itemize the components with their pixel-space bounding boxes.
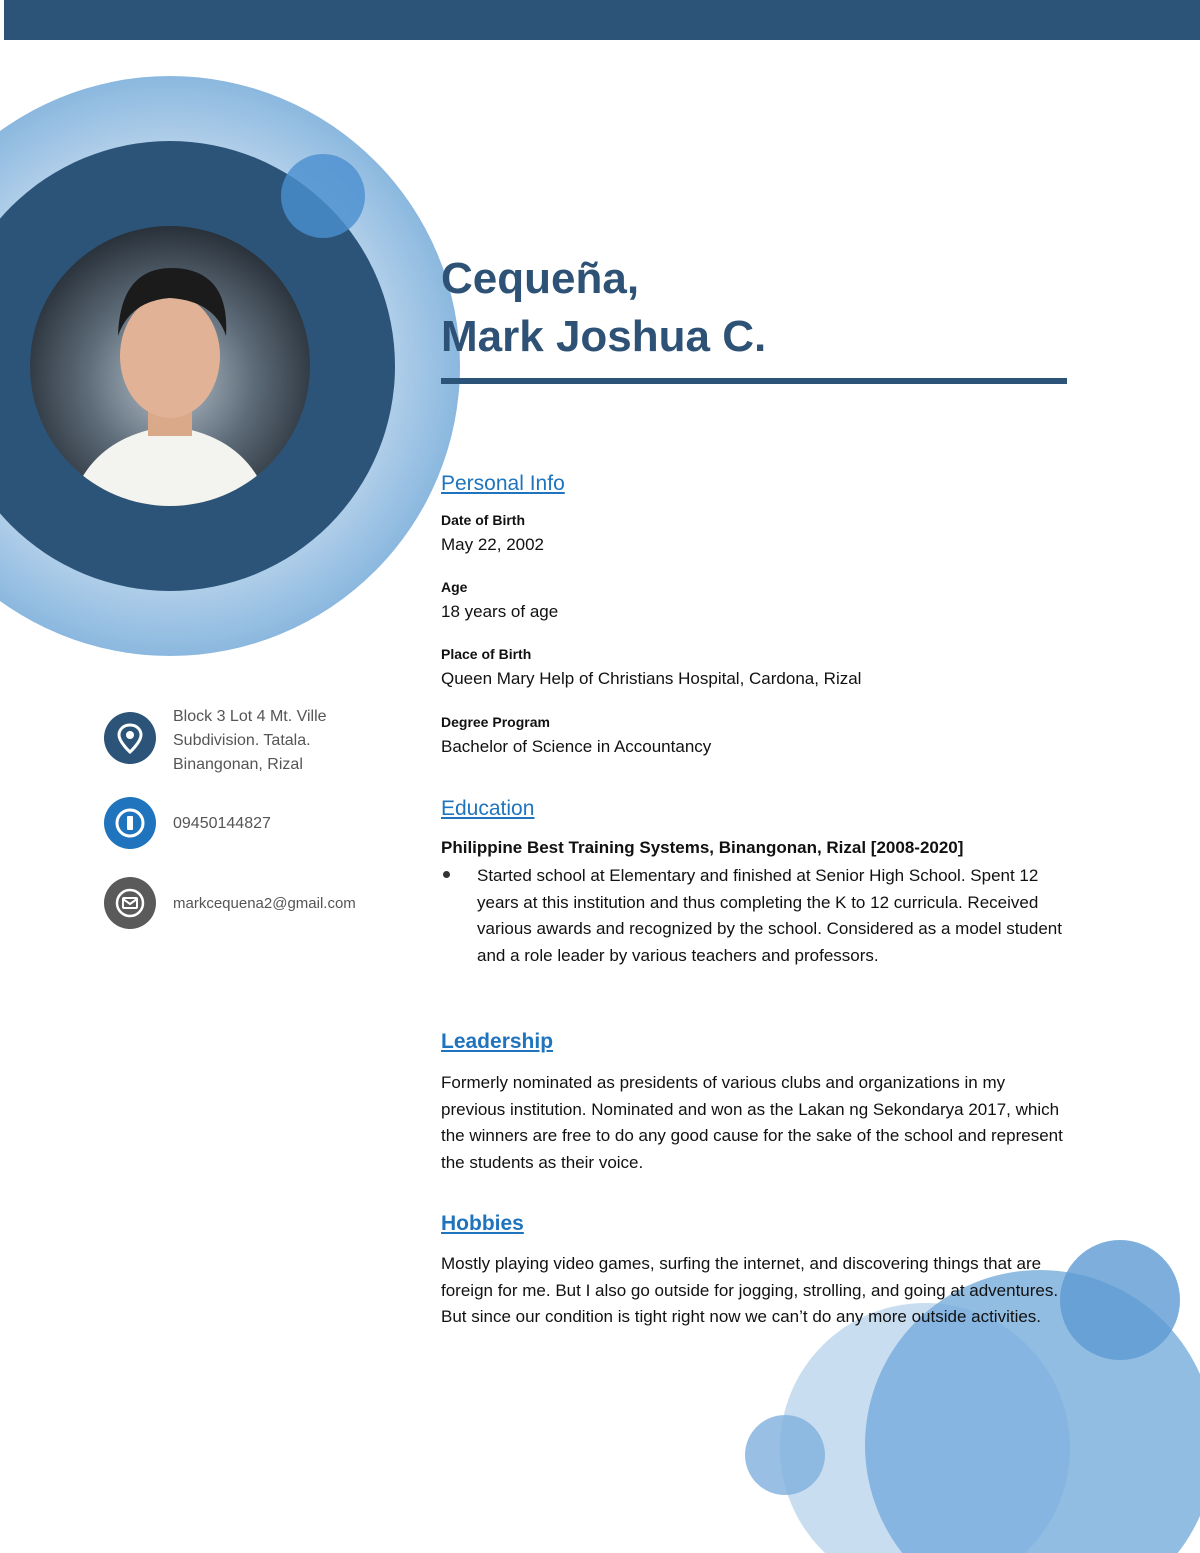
degree-label: Degree Program — [441, 714, 550, 730]
hobbies-text: Mostly playing video games, surfing the internet, and discovering things that are foreign for me. But I also go outside for jogging, strolling, and going at adventures. But since our condition is tight right now we can’t do any more outside activities. — [441, 1254, 1059, 1326]
address — [173, 705, 327, 777]
hobbies-heading: Hobbies — [441, 1212, 524, 1235]
school-name: Philippine Best Training Systems, Binangonan, Rizal [2008-2020] — [441, 838, 964, 857]
education-heading: Education — [441, 797, 535, 820]
deco-br-circle-3 — [1060, 1240, 1180, 1360]
candidate-name — [441, 250, 766, 366]
phone-icon — [104, 797, 156, 849]
location-pin-icon — [104, 712, 156, 764]
address-line-2: Subdivision. Tatala. — [173, 732, 311, 749]
personal-info-heading: Personal Info — [441, 472, 565, 495]
leadership-heading: Leadership — [441, 1030, 554, 1053]
name-divider — [441, 378, 1067, 384]
degree-value: Bachelor of Science in Accountancy — [441, 737, 712, 756]
last-name: Cequeña, — [441, 254, 640, 303]
leadership-text: Formerly nominated as presidents of various clubs and organizations in my previous institution. Nominated and won as the Lakan ng Sekondarya 2017, which the winners are free to do any good cause for the sake of the school and represent the students as their voice. — [441, 1073, 1063, 1172]
email-address: markcequena2@gmail.com — [173, 895, 356, 912]
deco-small-circle — [281, 154, 365, 238]
education-bullet-dot — [443, 871, 450, 878]
address-line-3: Binangonan, Rizal — [173, 756, 303, 773]
dob-label: Date of Birth — [441, 512, 525, 528]
dob-value: May 22, 2002 — [441, 535, 545, 554]
education-description: Started school at Elementary and finished at Senior High School. Spent 12 years at this institution and thus completing the K to 12 curricula. Received various awards and recognized by the school. Considered as a model student and a role leader by various teachers and professors. — [477, 866, 1062, 965]
first-name: Mark Joshua C. — [441, 312, 767, 361]
age-value: 18 years of age — [441, 602, 559, 621]
age-label: Age — [441, 579, 468, 595]
deco-br-circle-4 — [745, 1415, 825, 1495]
birthplace-value: Queen Mary Help of Christians Hospital, Cardona, Rizal — [441, 669, 862, 688]
mail-icon — [104, 877, 156, 929]
address-line-1: Block 3 Lot 4 Mt. Ville — [173, 708, 327, 725]
profile-photo — [30, 226, 310, 506]
birthplace-label: Place of Birth — [441, 646, 532, 662]
phone-number: 09450144827 — [173, 815, 271, 832]
